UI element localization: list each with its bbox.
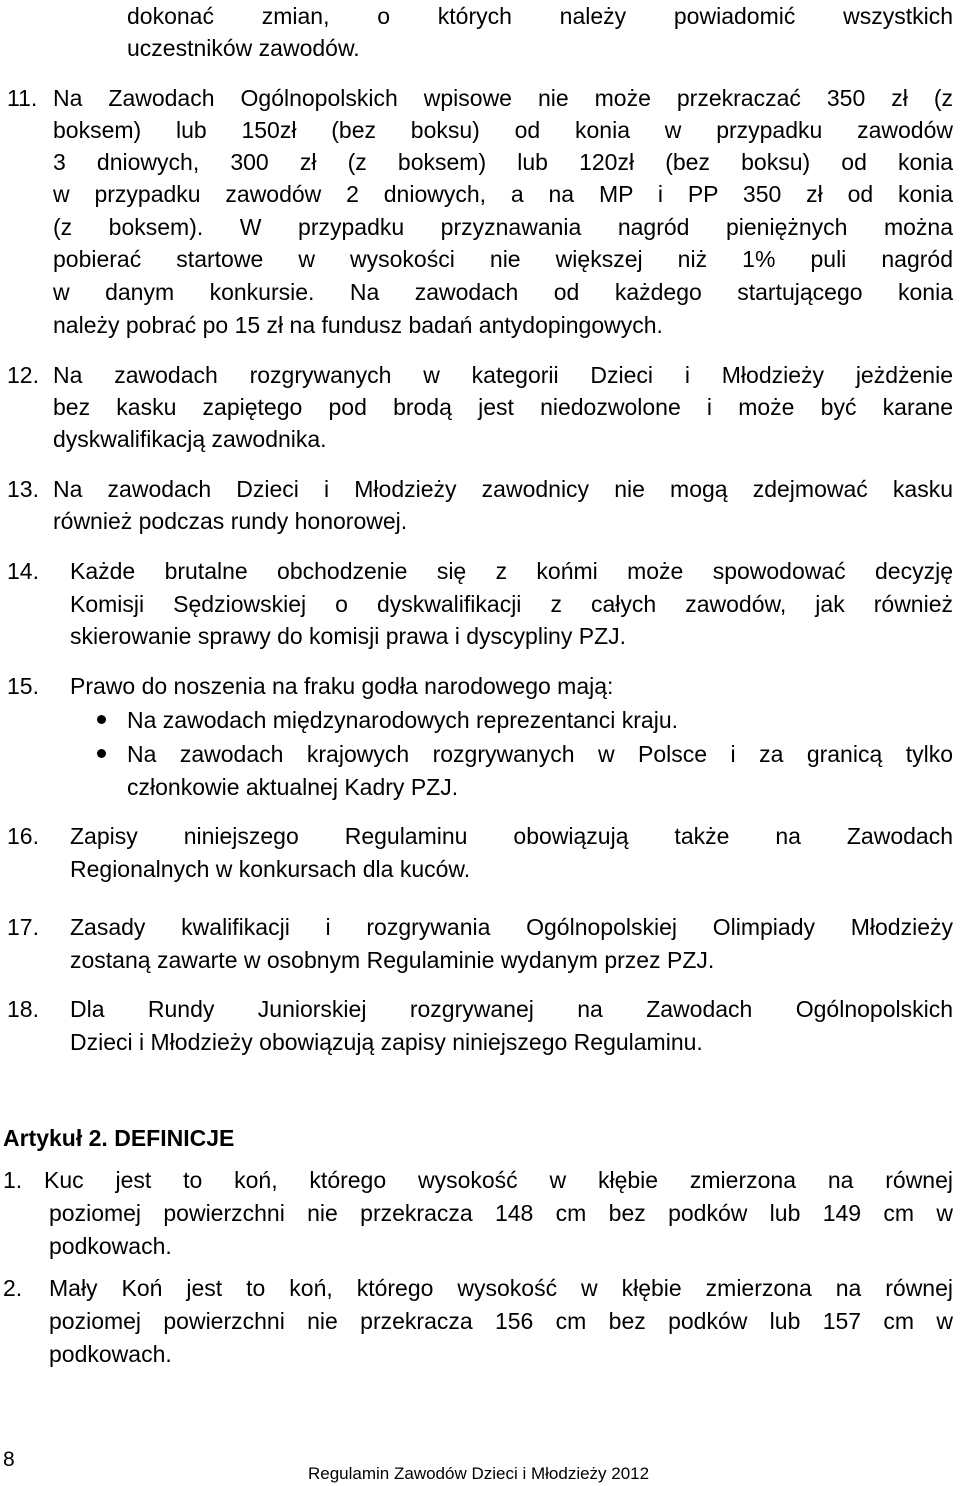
item-number: 2.	[3, 1275, 23, 1301]
bullet-icon	[97, 749, 106, 758]
text-line: Mały Koń jest to koń, którego wysokość w kłębie zmierzona na równej	[49, 1275, 953, 1301]
text-line: Na Zawodach Ogólnopolskich wpisowe nie może przekraczać 350 zł (z	[53, 85, 953, 111]
intro-line	[0, 0, 960, 32]
text-line: Na zawodach Dzieci i Młodzieży zawodnicy nie mogą zdejmować kasku	[53, 476, 953, 502]
page-number: 8	[3, 1448, 15, 1471]
item-number: 13.	[7, 476, 39, 502]
text-line: poziomej powierzchni nie przekracza 156 cm bez podków lub 157 cm w	[49, 1308, 953, 1334]
item-number: 11.	[7, 85, 38, 111]
item-number: 18.	[7, 996, 39, 1022]
text-line: skierowanie sprawy do komisji prawa i dyscypliny PZJ.	[70, 623, 627, 649]
text-line: Prawo do noszenia na fraku godła narodowego mają:	[70, 673, 614, 699]
text-line: poziomej powierzchni nie przekracza 148 cm bez podków lub 149 cm w	[49, 1200, 953, 1226]
text-line: członkowie aktualnej Kadry PZJ.	[127, 774, 459, 800]
text-line: Kuc jest to koń, którego wysokość w kłębie zmierzona na równej	[44, 1167, 953, 1193]
item-number: 14.	[7, 558, 39, 584]
text-line: bez kasku zapiętego pod brodą jest niedozwolone i może być karane	[53, 394, 953, 420]
text-line: dokonać zmian, o których należy powiadomić wszystkich	[127, 3, 953, 29]
text-line: podkowach.	[49, 1233, 172, 1259]
text-line: Dzieci i Młodzieży obowiązują zapisy niniejszego Regulaminu.	[70, 1029, 703, 1055]
text-line: również podczas rundy honorowej.	[53, 508, 408, 534]
text-line: uczestników zawodów.	[127, 35, 360, 61]
item-number: 16.	[7, 823, 39, 849]
text-line: w danym konkursie. Na zawodach od każdego startującego konia	[53, 279, 953, 305]
text-line: Na zawodach międzynarodowych reprezentanci kraju.	[127, 707, 679, 733]
item-number: 1.	[3, 1167, 23, 1193]
text-line: podkowach.	[49, 1341, 172, 1367]
footer-title: Regulamin Zawodów Dzieci i Młodzieży 2012	[308, 1464, 650, 1483]
bullet-item	[0, 704, 960, 736]
bullet-item	[0, 738, 960, 770]
intro-line	[0, 32, 960, 64]
item-number: 17.	[7, 914, 39, 940]
item-number: 15.	[7, 673, 39, 699]
text-line: Dla Rundy Juniorskiej rozgrywanej na Zawodach Ogólnopolskich	[70, 996, 953, 1022]
text-line: zostaną zawarte w osobnym Regulaminie wydanym przez PZJ.	[70, 947, 715, 973]
text-line: Regionalnych w konkursach dla kuców.	[70, 856, 471, 882]
text-line: Zasady kwalifikacji i rozgrywania Ogólnopolskiej Olimpiady Młodzieży	[70, 914, 953, 940]
text-line: w przypadku zawodów 2 dniowych, a na MP i PP 350 zł od konia	[53, 181, 953, 207]
heading-text: Artykuł 2. DEFINICJE	[3, 1125, 235, 1151]
text-line: Na zawodach rozgrywanych w kategorii Dzieci i Młodzieży jeżdżenie	[53, 362, 953, 388]
text-line: Komisji Sędziowskiej o dyskwalifikacji z całych zawodów, jak również	[70, 591, 953, 617]
text-line: należy pobrać po 15 zł na fundusz badań antydopingowych.	[53, 312, 663, 338]
text-line: Każde brutalne obchodzenie się z końmi może spowodować decyzję	[70, 558, 953, 584]
item-number: 12.	[7, 362, 39, 388]
text-line: dyskwalifikacją zawodnika.	[53, 426, 327, 452]
text-line: boksem) lub 150zł (bez boksu) od konia w przypadku zawodów	[53, 117, 953, 143]
text-line: (z boksem). W przypadku przyznawania nagród pieniężnych można	[53, 214, 953, 240]
text-line: Zapisy niniejszego Regulaminu obowiązują także na Zawodach	[70, 823, 953, 849]
text-line: pobierać startowe w wysokości nie większej niż 1% puli nagród	[53, 246, 953, 272]
bullet-icon	[97, 715, 106, 724]
article-heading	[0, 1122, 960, 1154]
text-line: 3 dniowych, 300 zł (z boksem) lub 120zł (bez boksu) od konia	[53, 149, 953, 175]
text-line: Na zawodach krajowych rozgrywanych w Polsce i za granicą tylko	[127, 741, 953, 767]
